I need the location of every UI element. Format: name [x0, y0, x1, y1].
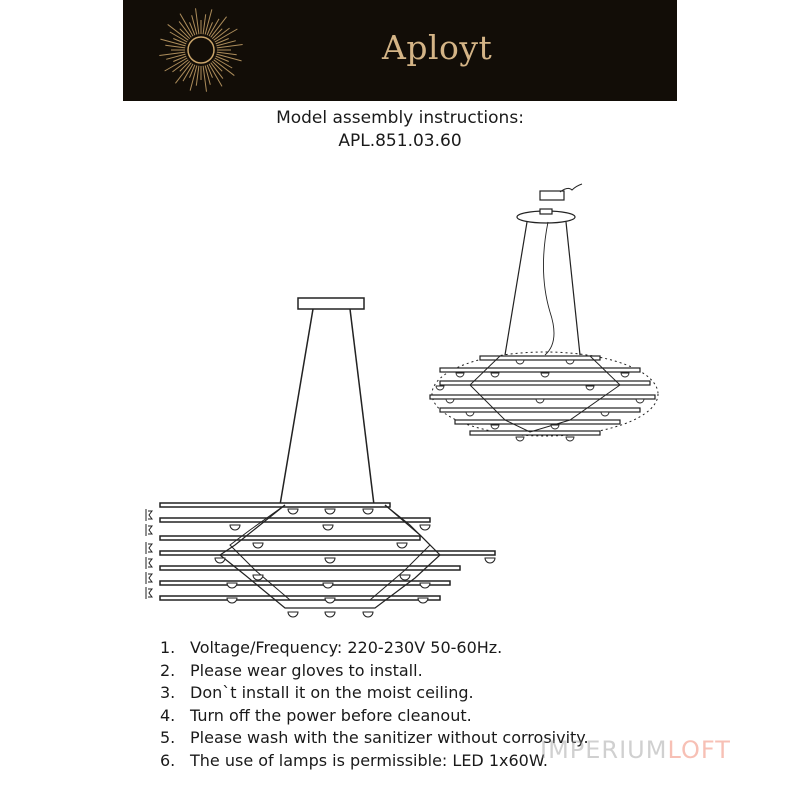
- list-item: 5. Please wash with the sanitizer without corrosivity.: [160, 728, 589, 747]
- brand-name: Aployt: [382, 28, 493, 67]
- instructions-list: [160, 637, 589, 772]
- list-item: 6. The use of lamps is permissible: LED 1x60W.: [160, 750, 548, 770]
- list-item: 4. Turn off the power before cleanout.: [160, 705, 472, 725]
- model-number: APL.851.03.60: [338, 131, 462, 151]
- watermark: IMPERIUMLOFT: [540, 736, 731, 764]
- list-item: 2. Please wear gloves to install.: [160, 660, 423, 680]
- pendant-lamp-front-elevation-icon: [146, 298, 495, 617]
- list-item: 1. Voltage/Frequency: 220-230V 50-60Hz.: [160, 638, 503, 657]
- pendant-lamp-perspective-icon: [430, 184, 658, 441]
- document-title: Model assembly instructions:: [276, 108, 524, 128]
- list-item: 3. Don`t install it on the moist ceiling.: [160, 683, 474, 702]
